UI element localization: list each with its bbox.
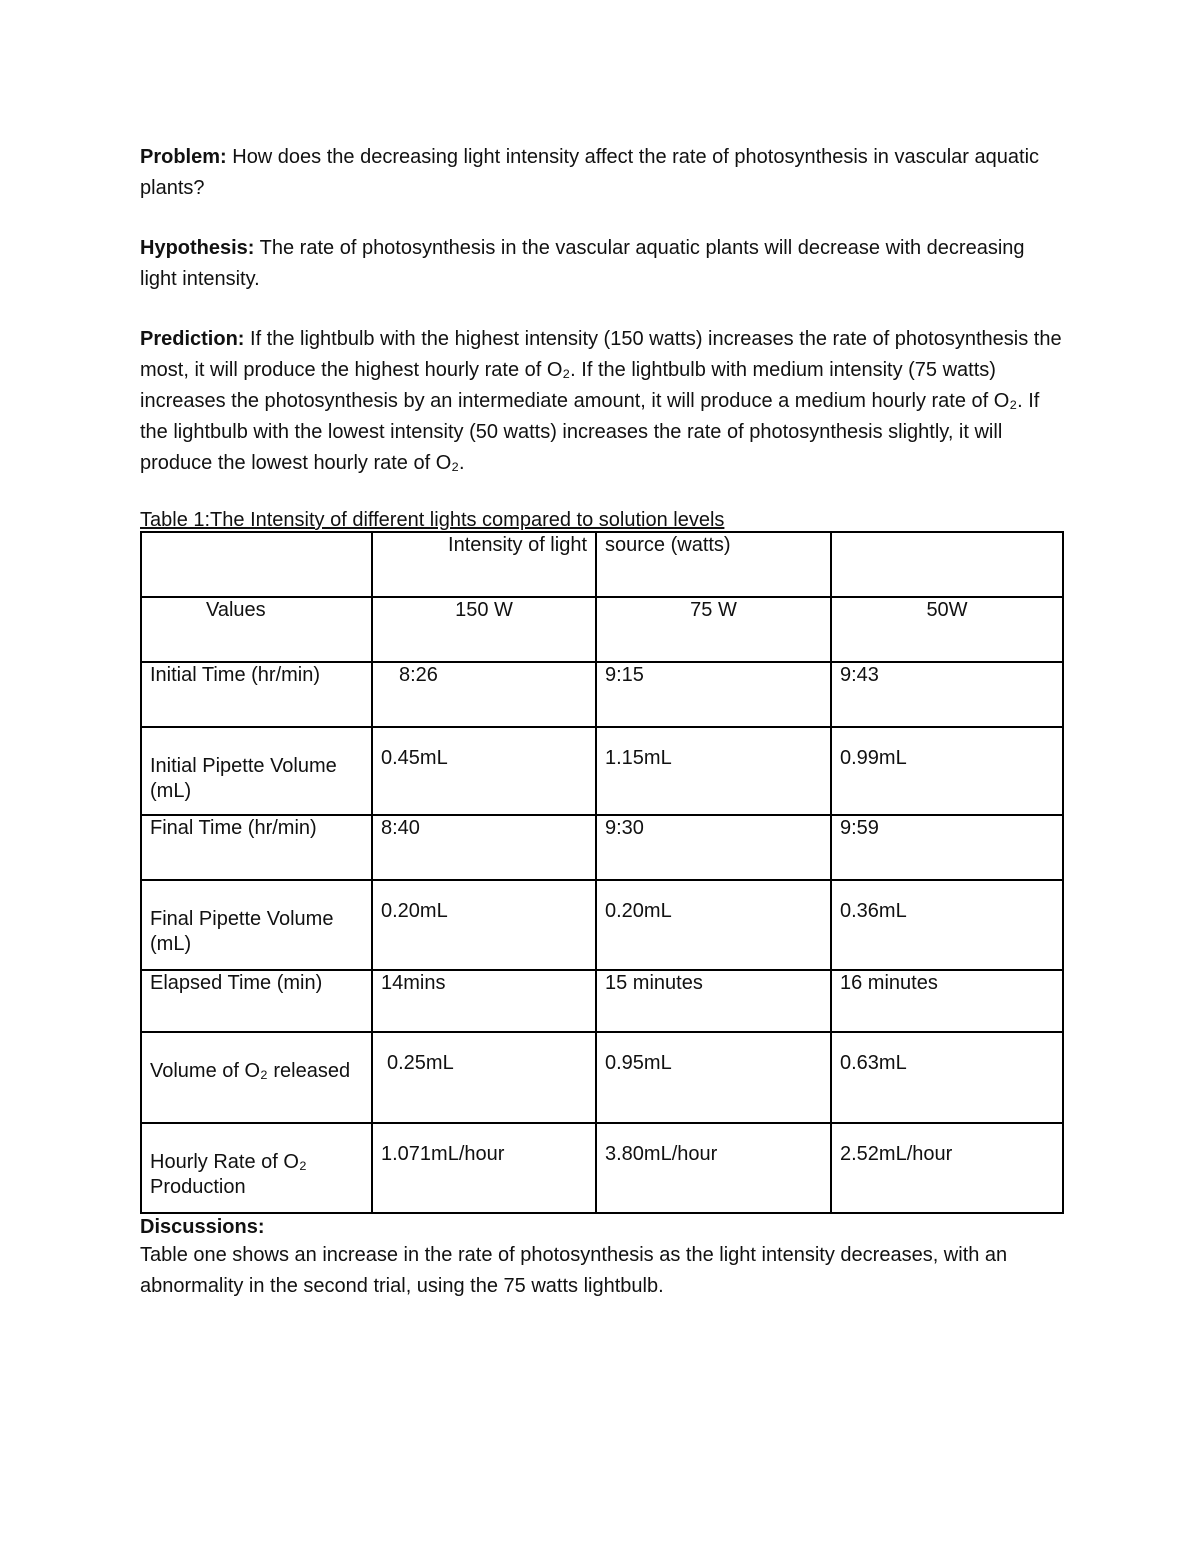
cell-75w: 1.15mL [596,727,831,815]
column-75w: 75 W [596,597,831,662]
cell-50w: 9:43 [831,662,1063,727]
cell-50w: 0.36mL [831,880,1063,970]
table-caption: Table 1:The Intensity of different lights compared to solution levels [140,509,725,531]
prediction-label: Prediction: [140,328,245,350]
table-row [141,662,1063,727]
table-row [141,1123,1063,1213]
values-label: Values [141,597,372,662]
cell-75w: 9:30 [596,815,831,880]
hypothesis-label: Hypothesis: [140,237,255,259]
cell-150w: 1.071mL/hour [372,1123,596,1213]
column-50w: 50W [831,597,1063,662]
cell-75w: 15 minutes [596,970,831,1032]
hypothesis-text: The rate of photosynthesis in the vascular aquatic plants will decrease with decreasing light intensity. [140,237,1025,290]
table-row [141,880,1063,970]
cell-150w: 8:40 [372,815,596,880]
cell-150w: 14mins [372,970,596,1032]
row-label: Final Time (hr/min) [141,815,372,880]
row-label: Initial Pipette Volume (mL) [141,727,372,815]
header-cell [831,532,1063,597]
table-row [141,970,1063,1032]
cell-75w: 3.80mL/hour [596,1123,831,1213]
results-table [140,531,1064,1214]
row-label: Hourly Rate of O₂ Production [141,1123,372,1213]
cell-50w: 2.52mL/hour [831,1123,1063,1213]
table-row [141,1032,1063,1123]
cell-150w: 0.45mL [372,727,596,815]
cell-50w: 9:59 [831,815,1063,880]
table-header-row [141,532,1063,597]
row-label: Final Pipette Volume (mL) [141,880,372,970]
problem-label: Problem: [140,146,227,168]
table-values-row [141,597,1063,662]
cell-50w: 0.99mL [831,727,1063,815]
cell-50w: 16 minutes [831,970,1063,1032]
discussion-text: Table one shows an increase in the rate of photosynthesis as the light intensity decreases, with an abnormality in the second trial, using the 75 watts lightbulb. [140,1244,1008,1297]
cell-75w: 9:15 [596,662,831,727]
table-row [141,815,1063,880]
header-cell: Intensity of light [372,532,596,597]
row-label: Volume of O₂ released [141,1032,372,1123]
prediction-paragraph [140,324,1062,479]
cell-75w: 0.20mL [596,880,831,970]
problem-text: How does the decreasing light intensity affect the rate of photosynthesis in vascular aquatic plants? [140,146,1040,199]
cell-50w: 0.63mL [831,1032,1063,1123]
row-label: Elapsed Time (min) [141,970,372,1032]
column-150w: 150 W [372,597,596,662]
hypothesis-paragraph [140,233,1062,295]
row-label: Initial Time (hr/min) [141,662,372,727]
cell-75w: 0.95mL [596,1032,831,1123]
discussion-heading: Discussions: [140,1216,265,1238]
header-cell: source (watts) [596,532,831,597]
document-page [140,142,1062,1302]
cell-150w: 0.25mL [372,1032,596,1123]
cell-150w: 8:26 [372,662,596,727]
header-cell [141,532,372,597]
table-row [141,727,1063,815]
cell-150w: 0.20mL [372,880,596,970]
prediction-text: If the lightbulb with the highest intensity (150 watts) increases the rate of photosynthesis the most, it will produce the highest hourly rate of O₂. If the lightbulb with medium intensity (75 watts) increases the photosynthesis by an intermediate amount, it will produce a medium hourly rate of O₂. If the lightbulb with the lowest intensity (50 watts) increases the rate of photosynthesis slightly, it will produce the lowest hourly rate of O₂. [140,328,1062,474]
problem-paragraph [140,142,1062,204]
